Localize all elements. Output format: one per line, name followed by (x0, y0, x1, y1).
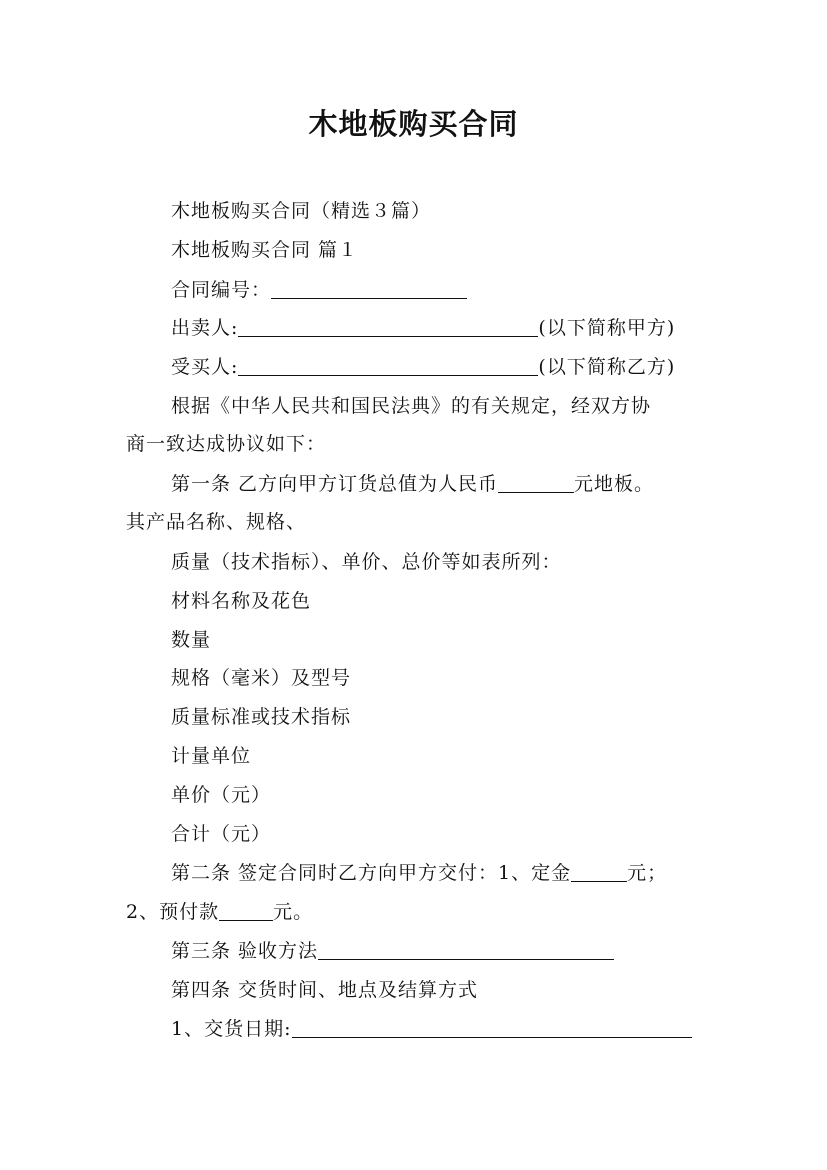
table-field-text: 计量单位 (171, 745, 252, 767)
contract-number-line (171, 278, 467, 302)
paragraph-line (171, 550, 562, 574)
table-field-text: 材料名称及花色 (171, 590, 312, 612)
table-field-line (171, 666, 351, 690)
buyer-alias: (以下简称乙方) (538, 356, 676, 378)
inspection-blank (318, 941, 614, 960)
table-field-text: 数量 (171, 629, 212, 651)
contract-number-blank (271, 280, 467, 299)
deposit-blank (571, 863, 627, 882)
seller-alias: (以下简称甲方) (538, 317, 676, 339)
seller-line (171, 316, 675, 340)
seller-label: 出卖人: (171, 317, 239, 339)
section-heading (171, 238, 358, 262)
paragraph-line (126, 510, 306, 534)
article-three-text: 第三条 验收方法 (171, 940, 319, 962)
paragraph-text: 质量（技术指标）、单价、总价等如表所列： (171, 551, 562, 573)
table-field-text: 质量标准或技术指标 (171, 706, 352, 728)
subtitle-text: 木地板购买合同（精选３篇） (171, 200, 432, 222)
article-one-suffix: 元地板。 (574, 473, 655, 495)
table-field-text: 单价（元） (171, 784, 272, 806)
article-one-text: 第一条 乙方向甲方订货总值为人民币 (171, 473, 499, 495)
buyer-line (171, 355, 675, 379)
subtitle-line (171, 199, 431, 223)
table-field-line (171, 783, 271, 807)
table-field-text: 规格（毫米）及型号 (171, 667, 352, 689)
paragraph-text: 其产品名称、规格、 (126, 511, 307, 533)
prepayment-blank (219, 902, 273, 921)
article-one-line (171, 472, 654, 496)
prepayment-label: 2、预付款 (126, 901, 220, 923)
buyer-label: 受买人: (171, 356, 239, 378)
amount-blank (498, 474, 574, 493)
table-field-line (171, 589, 311, 613)
contract-number-label: 合同编号： (171, 279, 272, 301)
paragraph-line (171, 394, 651, 418)
seller-blank (238, 318, 538, 337)
article-four-line (171, 978, 478, 1002)
article-two-suffix: 元； (627, 862, 668, 884)
article-three-line (171, 939, 614, 963)
table-field-line (171, 705, 351, 729)
paragraph-text: 根据《中华人民共和国民法典》的有关规定，经双方协 (171, 395, 652, 417)
article-two-line (171, 861, 667, 885)
paragraph-text: 商一致达成协议如下： (126, 433, 327, 455)
prepayment-line (126, 900, 313, 924)
article-four-text: 第四条 交货时间、地点及结算方式 (171, 979, 479, 1001)
buyer-blank (238, 357, 538, 376)
delivery-date-blank (292, 1019, 692, 1038)
table-field-line (171, 628, 211, 652)
table-field-line (171, 744, 251, 768)
table-field-line (171, 822, 271, 846)
delivery-date-line (171, 1017, 692, 1041)
article-two-text: 第二条 签定合同时乙方向甲方交付：1、定金 (171, 862, 572, 884)
document-title: 木地板购买合同 (308, 107, 519, 141)
prepayment-suffix: 元。 (273, 901, 314, 923)
section-heading-text: 木地板购买合同 篇１ (171, 239, 359, 261)
paragraph-line (126, 432, 326, 456)
table-field-text: 合计（元） (171, 823, 272, 845)
delivery-date-label: 1、交货日期: (171, 1018, 292, 1040)
